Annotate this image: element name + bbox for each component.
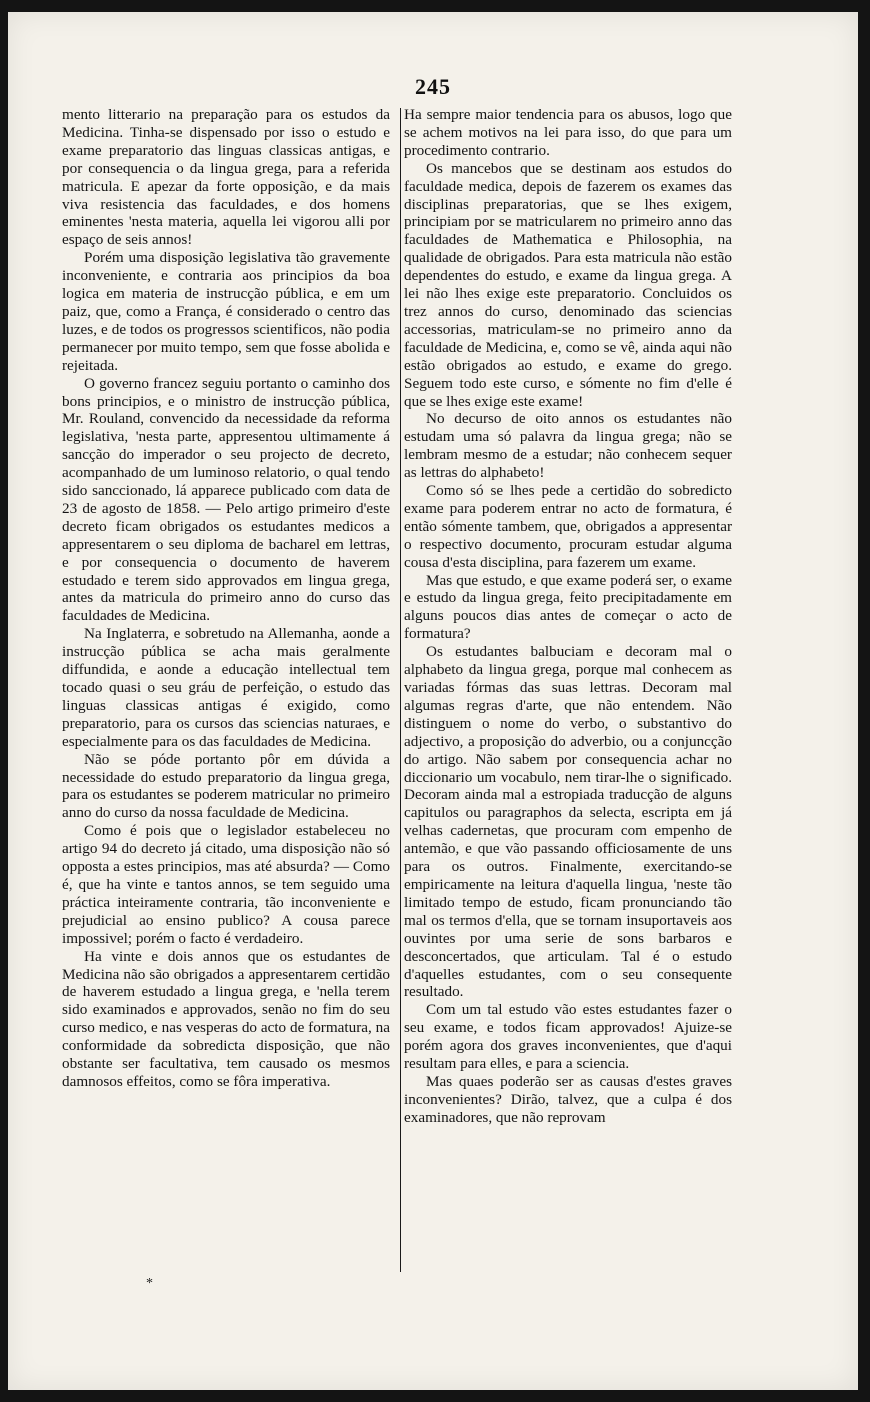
paragraph: Não se póde portanto pôr em dúvida a necessidade do estudo preparatorio da lingua grega, para os estudantes se poderem matricular no primeiro anno do curso da nossa faculdade de Medicina. xyxy=(62,750,390,822)
right-column xyxy=(404,106,732,1127)
column-divider xyxy=(400,108,401,1272)
paragraph: Como só se lhes pede a certidão do sobredicto exame para poderem entrar no acto de formatura, é então sómente tambem, que, obrigados a appresentar o respectivo documento, procuram estudar alguma cousa d'esta disciplina, para fazerem um exame. xyxy=(404,482,732,571)
paragraph: Ha sempre maior tendencia para os abusos, logo que se achem motivos na lei para isso, do que para um procedimento contrario. xyxy=(404,106,732,159)
footnote-mark: * xyxy=(146,1276,153,1291)
page-number: 245 xyxy=(415,74,451,99)
paragraph: mento litterario na preparação para os estudos da Medicina. Tinha-se dispensado por isso o estudo e exame preparatorio das linguas classicas antigas, e por consequencia o da lingua grega, para a referida matricula. E apezar da forte opposição, e da mais viva resistencia das faculdades, e dos homens eminentes 'nesta materia, aquella lei vigorou alli por espaço de seis annos! xyxy=(62,106,390,249)
paragraph: Mas que estudo, e que exame poderá ser, o exame e estudo da lingua grega, feito precipitadamente em alguns poucos dias antes de começar o acto de formatura? xyxy=(404,571,732,643)
paragraph: O governo francez seguiu portanto o caminho dos bons principios, e o ministro de instrucção pública, Mr. Rouland, convencido da necessidade da reforma legislativa, 'nesta parte, appresentou ultimamente á sancção do imperador o seu projecto de decreto, acompanhado de um luminoso relatorio, o qual tendo sido sanccionado, lá apparece publicado com data de 23 de agosto de 1858. — Pelo artigo primeiro d'este decreto ficam obrigados os estudantes medicos a appresentarem o seu diploma de bacharel em lettras, e por consequencia o documento de haverem estudado e terem sido approvados em lingua grega, antes da matricula do primeiro anno do curso das faculdades de Medicina. xyxy=(62,374,390,625)
paragraph: Com um tal estudo vão estes estudantes fazer o seu exame, e todos ficam approvados! Ajuize-se porém agora dos graves inconvenientes, que d'aqui resultam para elles, e para a sciencia. xyxy=(404,1001,732,1073)
paragraph: Porém uma disposição legislativa tão gravemente inconveniente, e contraria aos principios da boa logica em materia de instrucção pública, e em um paiz, que, como a França, é considerado o centro das luzes, e de todos os progressos scientificos, não podia permanecer por muito tempo, sem que fosse abolida e rejeitada. xyxy=(62,249,390,374)
paragraph: Ha vinte e dois annos que os estudantes de Medicina não são obrigados a appresentarem certidão de haverem estudado a lingua grega, e 'nella terem sido examinados e approvados, senão no fim do seu curso medico, e nas vesperas do acto de formatura, na conformidade da sobredicta disposição, que não obstante ser facultativa, tem causado os mesmos damnosos effeitos, como se fôra imperativa. xyxy=(62,947,390,1090)
left-column xyxy=(62,106,390,1091)
book-page xyxy=(8,12,858,1390)
paragraph: Na Inglaterra, e sobretudo na Allemanha, aonde a instrucção pública se acha mais geralmente diffundida, e aonde a educação intellectual tem tocado quasi o seu gráu de perfeição, o estudo das linguas classicas antigas é exigido, como preparatorio, para os cursos das sciencias naturaes, e especialmente para os das faculdades de Medicina. xyxy=(62,625,390,750)
paragraph: Como é pois que o legislador estabeleceu no artigo 94 do decreto já citado, uma disposição não só opposta a estes principios, mas até absurda? — Como é, que ha vinte e tantos annos, se tem seguido uma práctica inteiramente contraria, tão inconveniente e prejudicial ao ensino publico? A cousa parece impossivel; porém o facto é verdadeiro. xyxy=(62,822,390,947)
paragraph: Os mancebos que se destinam aos estudos do faculdade medica, depois de fazerem os exames das disciplinas preparatorias, que se lhes exigem, principiam por se matricularem no primeiro anno das faculdades de Mathematica e Philosophia, na qualidade de obrigados. Para esta matricula não estão dependentes do estudo, e exame da lingua grega. A lei não lhes exige este preparatorio. Concluidos os trez annos do curso, denominado das sciencias accessorias, matriculam-se no primeiro anno da faculdade de Medicina, e, como se vê, ainda aqui não estão obrigados ao estudo, e exame do grego. Seguem todo este curso, e sómente no fim d'elle é que se lhes exige este exame! xyxy=(404,159,732,410)
paragraph: No decurso de oito annos os estudantes não estudam uma só palavra da lingua grega; não se lembram mesmo de a estudar; não conhecem sequer as lettras do alphabeto! xyxy=(404,410,732,482)
paragraph: Os estudantes balbuciam e decoram mal o alphabeto da lingua grega, porque mal conhecem as variadas fórmas das suas lettras. Decoram mal algumas regras d'arte, que não entendem. Não distinguem o nome do verbo, o substantivo do adjectivo, a proposição do adverbio, ou a conjuncção do artigo. Não sabem por consequencia achar no diccionario um vocabulo, nem tirar-lhe o significado. Decoram ainda mal a estropiada traducção de alguns capitulos ou paragraphos da selecta, escripta em já velhas cadernetas, que procuram com empenho de antemão, e que vão passando officiosamente de uns para os outros. Finalmente, exercitando-se empiricamente na leitura d'aquella lingua, 'neste tão limitado tempo de estudo, ficam pronunciando tão mal os termos d'ella, que se tornam insuportaveis aos ouvintes por uma serie de sons barbaros e desconcertados, que articulam. Tal é o estudo d'aquelles estudantes, com o seu consequente resultado. xyxy=(404,643,732,1001)
paragraph: Mas quaes poderão ser as causas d'estes graves inconvenientes? Dirão, talvez, que a culpa é dos examinadores, que não reprovam xyxy=(404,1072,732,1126)
